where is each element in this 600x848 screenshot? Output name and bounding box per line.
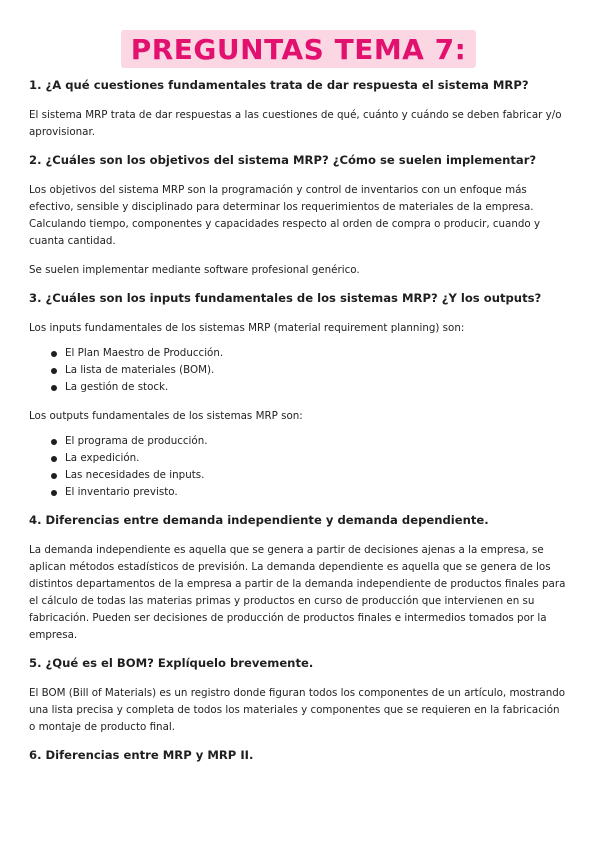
title-wrap	[29, 30, 568, 68]
list-item: La expedición.	[51, 450, 568, 467]
list-item: Las necesidades de inputs.	[51, 467, 568, 484]
question-4: 4. Diferencias entre demanda independiente y demanda dependiente.	[29, 513, 489, 527]
list-item: El inventario previsto.	[51, 484, 568, 501]
answer-2-paragraph-1: Los objetivos del sistema MRP son la programación y control de inventarios con un enfoque más efectivo, sensible y disciplinado para determinar los requerimientos de materiales de la empresa. Calculando tiempo, componentes y capacidades respecto al orden de compra o producir, cuando y cuanta cantidad.	[29, 184, 541, 247]
question-2: 2. ¿Cuáles son los objetivos del sistema MRP? ¿Cómo se suelen implementar?	[29, 153, 537, 167]
answer-4-paragraph: La demanda independiente es aquella que se genera a partir de decisiones ajenas a la empresa, se aplican métodos estadísticos de previsión. La demanda dependiente es aquella que se genera de los distintos departamentos de la empresa a partir de la demanda independiente de productos finales para el cálculo de todas las materias primas y productos en curso de producción que intervienen en su fabricación. Pueden ser decisiones de producción de productos finales e intermedios tomados por la empresa.	[29, 544, 566, 641]
question-6: 6. Diferencias entre MRP y MRP II.	[29, 748, 254, 762]
outputs-list	[29, 433, 568, 501]
question-3: 3. ¿Cuáles son los inputs fundamentales de los sistemas MRP? ¿Y los outputs?	[29, 291, 542, 305]
answer-2-paragraph-2: Se suelen implementar mediante software profesional genérico.	[29, 264, 360, 276]
inputs-list	[29, 345, 568, 396]
page-title: PREGUNTAS TEMA 7:	[121, 30, 477, 68]
list-item: El Plan Maestro de Producción.	[51, 345, 568, 362]
question-1: 1. ¿A qué cuestiones fundamentales trata de dar respuesta el sistema MRP?	[29, 78, 529, 92]
inputs-intro: Los inputs fundamentales de los sistemas MRP (material requirement planning) son:	[29, 322, 465, 334]
list-item: La gestión de stock.	[51, 379, 568, 396]
answer-5-paragraph: El BOM (Bill of Materials) es un registro donde figuran todos los componentes de un artículo, mostrando una lista precisa y completa de todos los materiales y componentes que se requieren en la fabricación o montaje de producto final.	[29, 687, 566, 733]
outputs-intro: Los outputs fundamentales de los sistemas MRP son:	[29, 410, 303, 422]
list-item: La lista de materiales (BOM).	[51, 362, 568, 379]
question-5: 5. ¿Qué es el BOM? Explíquelo brevemente.	[29, 656, 314, 670]
answer-1-paragraph: El sistema MRP trata de dar respuestas a las cuestiones de qué, cuánto y cuándo se deben fabricar y/o aprovisionar.	[29, 109, 562, 138]
list-item: El programa de producción.	[51, 433, 568, 450]
